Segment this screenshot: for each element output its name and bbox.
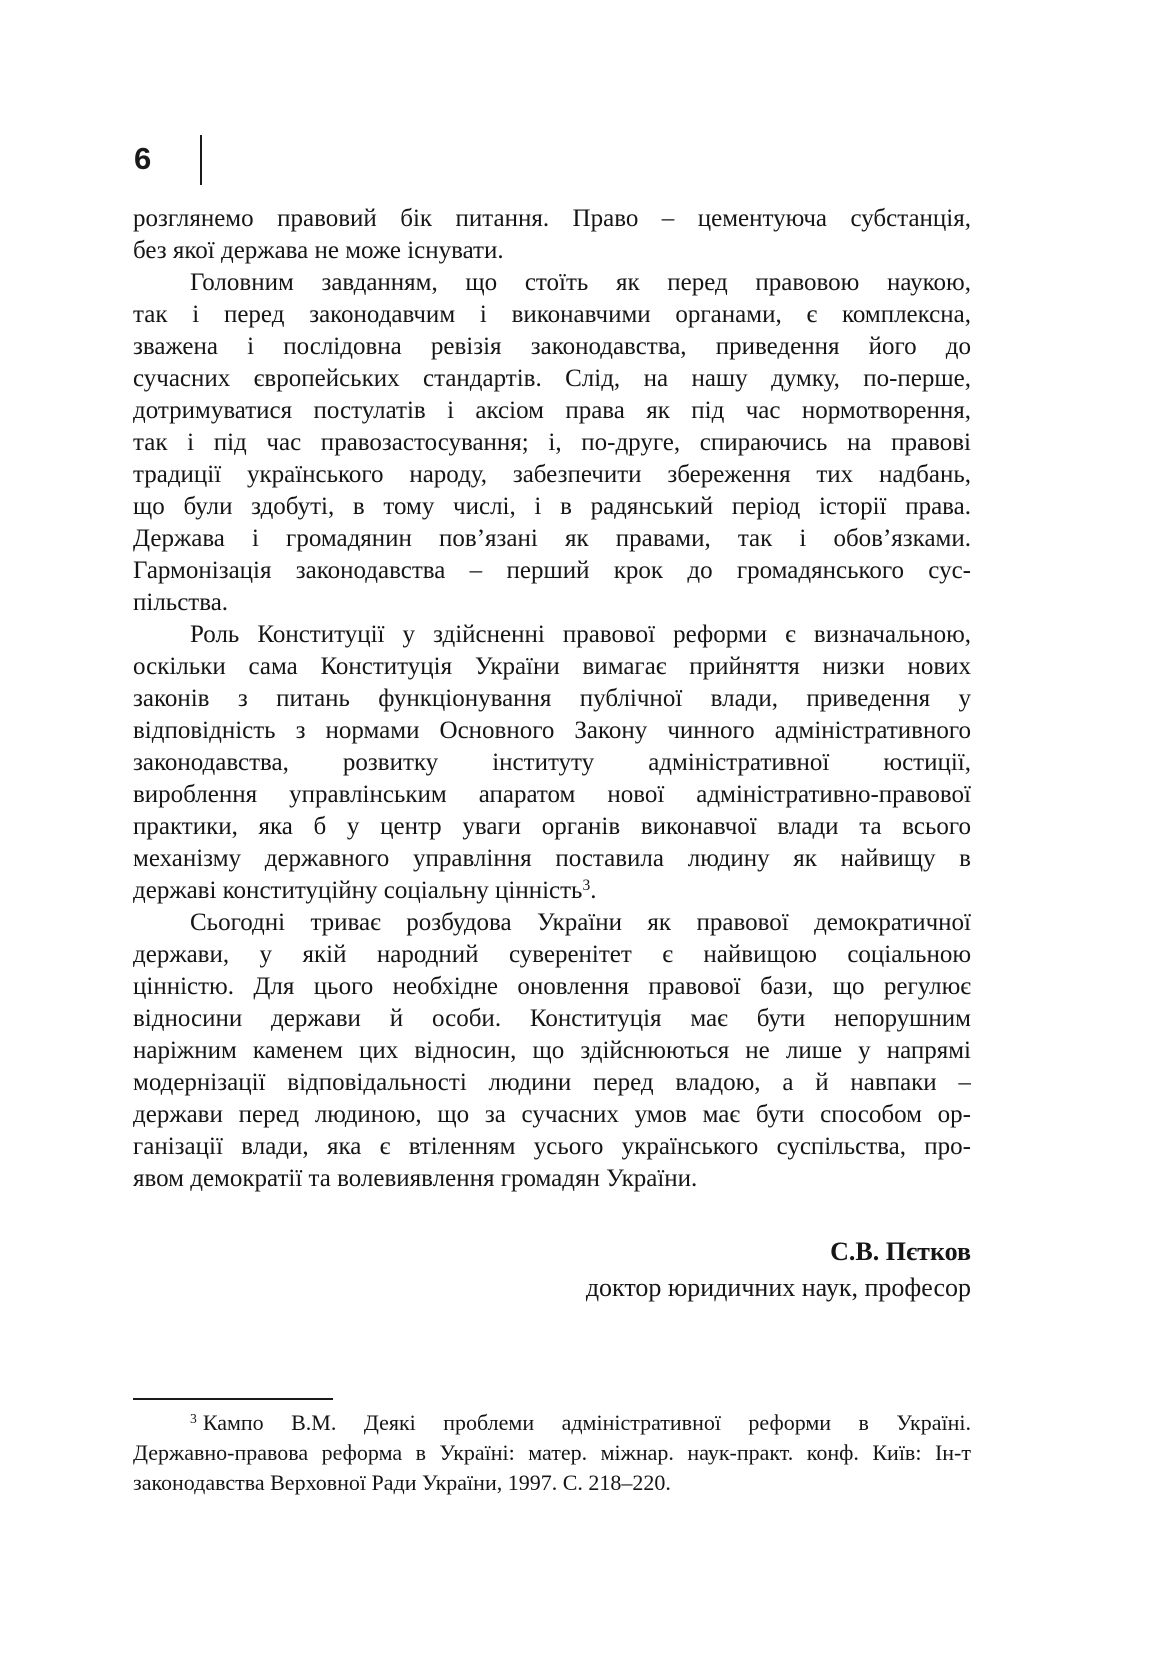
- footnote-text: Кампо В.М. Деякі проблеми адміністративної реформи в Україні.: [202, 1410, 971, 1435]
- text-line: зважена і послідовна ревізія законодавства, приведення його до: [133, 333, 971, 360]
- header-divider: [200, 135, 202, 185]
- text-line: наріжним каменем цих відносин, що здійснюються не лише у напрямі: [133, 1037, 971, 1064]
- footnote-line: [133, 1408, 971, 1438]
- text-line: вироблення управлінським апаратом нової адміністративно-правової: [133, 781, 971, 808]
- text-line: так і перед законодавчим і виконавчими органами, є комплексна,: [133, 301, 971, 328]
- text-line: [133, 875, 971, 907]
- body-text: [133, 203, 971, 1195]
- paragraph: [133, 267, 971, 619]
- footnote: [133, 1398, 971, 1498]
- page-number: 6: [134, 141, 152, 176]
- text-line: без якої держава не може існувати.: [133, 237, 504, 264]
- text-line: так і під час правозастосування; і, по-друге, спираючись на правові: [133, 429, 971, 456]
- paragraph: [133, 619, 971, 907]
- footnote-separator: [133, 1398, 333, 1400]
- footnote-line: Державно-правова реформа в Україні: матер. міжнар. наук-практ. конф. Київ: Ін-т: [133, 1440, 971, 1465]
- text-line: держави перед людиною, що за сучасних умов має бути способом ор-: [133, 1101, 971, 1128]
- footnote-reference: 3: [582, 877, 591, 895]
- text-line: пільства.: [133, 589, 229, 616]
- text-line: Гармонізація законодавства – перший крок до громадянського сус-: [133, 557, 971, 584]
- text-line: практики, яка б у центр уваги органів виконавчої влади та всього: [133, 813, 971, 840]
- text-line: розглянемо правовий бік питання. Право – цементуюча субстанція,: [133, 205, 971, 232]
- footnote-line: законодавства Верховної Ради України, 1997. С. 218–220.: [133, 1470, 671, 1495]
- footnote-marker: 3: [190, 1411, 197, 1427]
- text-line: держави, у якій народний суверенітет є найвищою соціальною: [133, 941, 971, 968]
- text-line: Сьогодні триває розбудова України як правової демократичної: [190, 909, 971, 936]
- text-line: явом демократії та волевиявлення громадян України.: [133, 1165, 698, 1192]
- text-line: традиції українського народу, забезпечити збереження тих надбань,: [133, 461, 971, 488]
- text-line: дотримуватися постулатів і аксіом права як під час нормотворення,: [133, 397, 971, 424]
- text-line: що були здобуті, в тому числі, і в радянський період історії права.: [133, 493, 971, 520]
- paragraph: [133, 203, 971, 267]
- text-segment: .: [590, 877, 597, 904]
- paragraph: [133, 907, 971, 1195]
- text-line: ганізації влади, яка є втіленням усього українського суспільства, про-: [133, 1133, 971, 1160]
- signature-title: доктор юридичних наук, професор: [585, 1273, 971, 1302]
- text-line: модернізації відповідальності людини перед владою, а й навпаки –: [133, 1069, 971, 1096]
- text-line: відповідність з нормами Основного Закону чинного адміністративного: [133, 717, 971, 744]
- text-line: законів з питань функціонування публічної влади, приведення у: [133, 685, 971, 712]
- author-signature: [133, 1234, 971, 1306]
- signature-name: С.В. Пєтков: [830, 1237, 971, 1266]
- text-line: оскільки сама Конституція України вимагає прийняття низки нових: [133, 653, 971, 680]
- text-line: відносини держави й особи. Конституція має бути непорушним: [133, 1005, 971, 1032]
- text-line: механізму державного управління поставила людину як найвищу в: [133, 845, 971, 872]
- text-segment: державі конституційну соціальну цінність: [133, 877, 583, 904]
- text-line: законодавства, розвитку інституту адміністративної юстиції,: [133, 749, 971, 776]
- text-line: сучасних європейських стандартів. Слід, на нашу думку, по-перше,: [133, 365, 971, 392]
- text-line: Роль Конституції у здійсненні правової реформи є визначальною,: [190, 621, 971, 648]
- text-line: Головним завданням, що стоїть як перед правовою наукою,: [190, 269, 971, 296]
- text-line: цінністю. Для цього необхідне оновлення правової бази, що регулює: [133, 973, 971, 1000]
- text-line: Держава і громадянин пов’язані як правами, так і обов’язками.: [133, 525, 971, 552]
